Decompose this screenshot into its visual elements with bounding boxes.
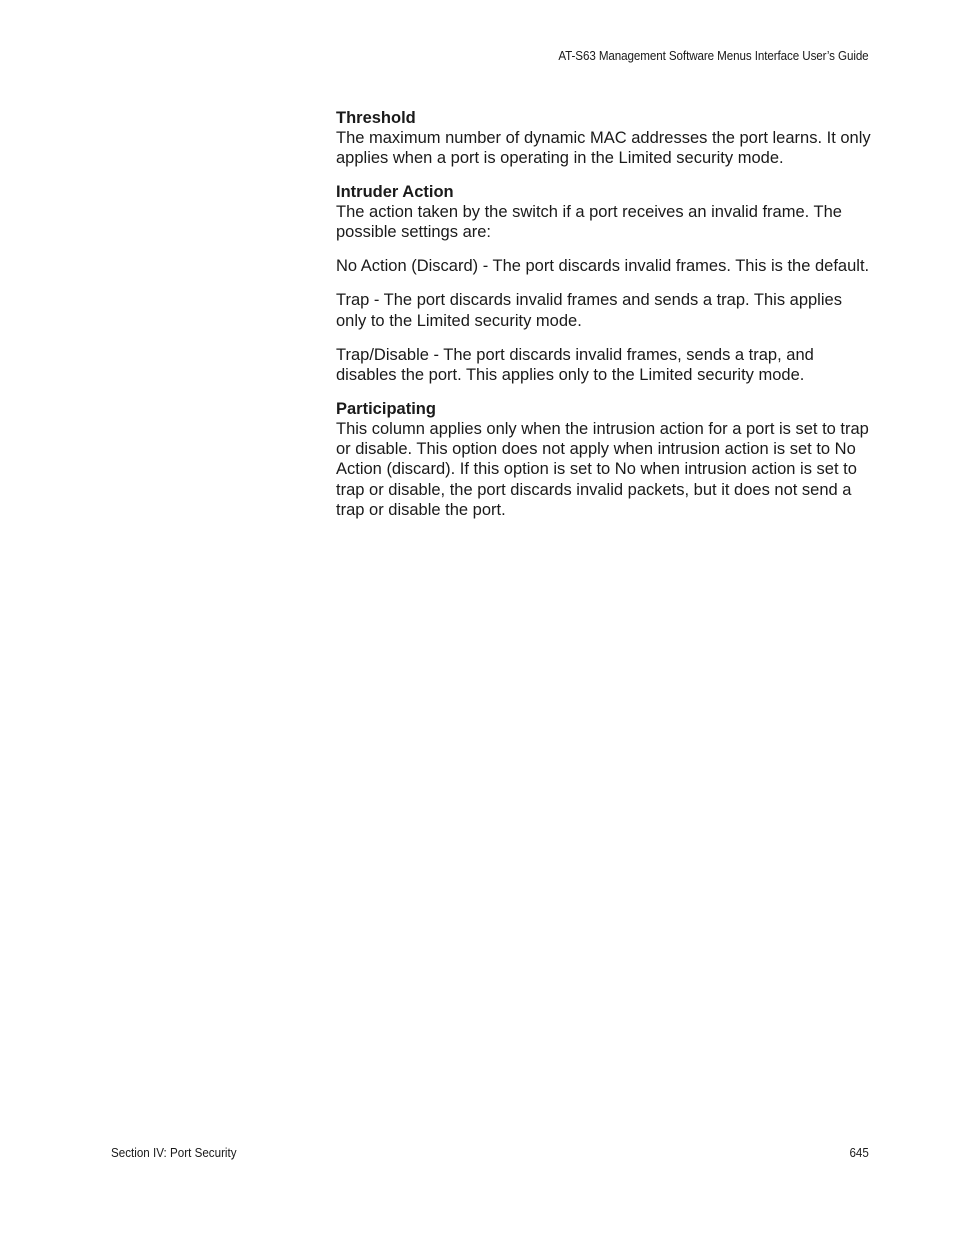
term-threshold: Threshold	[336, 109, 416, 127]
term-intruder-action: Intruder Action	[336, 182, 454, 201]
term-participating: Participating	[336, 399, 436, 418]
section-threshold	[336, 108, 876, 169]
section-intruder-action	[336, 182, 876, 386]
footer-page-number: 645	[849, 1146, 869, 1160]
section-participating	[336, 399, 876, 520]
paragraph: Trap - The port discards invalid frames and sends a trap. This applies only to the Limited security mode.	[336, 291, 842, 330]
paragraph: Trap/Disable - The port discards invalid frames, sends a trap, and disables the port. This applies only to the Limited security mode.	[336, 346, 814, 385]
footer-section-label: Section IV: Port Security	[111, 1146, 237, 1160]
paragraph: No Action (Discard) - The port discards invalid frames. This is the default.	[336, 257, 870, 276]
paragraph: The action taken by the switch if a port receives an invalid frame. The possible settings are:	[336, 202, 842, 241]
main-content	[336, 108, 876, 533]
running-header: AT-S63 Management Software Menus Interface User’s Guide	[558, 49, 869, 63]
paragraph: The maximum number of dynamic MAC addresses the port learns. It only applies when a port is operating in the Limited security mode.	[336, 129, 871, 168]
paragraph: This column applies only when the intrusion action for a port is set to trap or disable. This option does not apply when intrusion action is set to No Action (discard). If this option is set to No when intrusion action is set to trap or disable, the port discards invalid packets, but it does not send a trap or disable the port.	[336, 419, 869, 519]
